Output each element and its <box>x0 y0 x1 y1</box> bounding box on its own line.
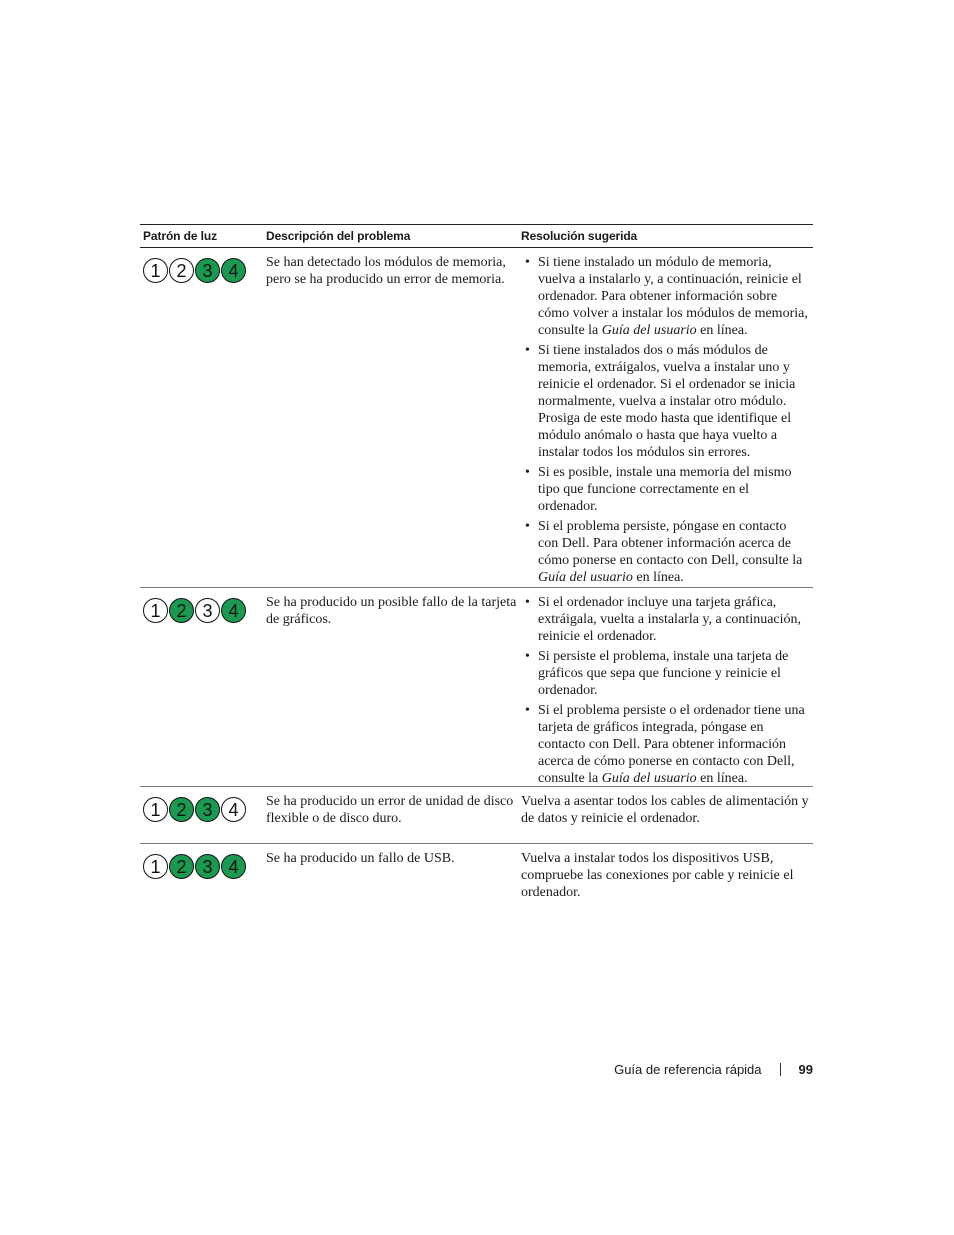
suggested-resolution: Vuelva a asentar todos los cables de alimentación y de datos y reinicie el ordenador. <box>521 794 809 826</box>
resolution-item: • Si tiene instalados dos o más módulos de memoria, extráigalos, vuelva a instalar uno y reinicie el ordenador. Si el ordenador se inicia normalmente, vuelva a instalar otro módulo. Prosiga de este modo hasta que identifique el módulo anómalo o hasta que haya vuelto a instalar todos los módulos sin errores. <box>521 342 809 461</box>
resolution-item: • Si el problema persiste, póngase en contacto con Dell. Para obtener información acerca de cómo ponerse en contacto con Dell, consulte la Guía del usuario en línea. <box>521 518 809 586</box>
table-row <box>140 588 813 787</box>
table-header <box>140 225 813 248</box>
led-4-icon: 4 <box>221 797 246 822</box>
header-suggested-resolution: Resolución sugerida <box>521 229 638 243</box>
led-2-icon: 2 <box>169 854 194 879</box>
led-1-icon: 1 <box>143 854 168 879</box>
table-row <box>140 248 813 588</box>
problem-description: Se ha producido un posible fallo de la tarjeta de gráficos. <box>266 595 517 627</box>
header-problem-description: Descripción del problema <box>266 229 411 243</box>
led-pattern <box>143 598 263 623</box>
diagnostic-lights-table <box>140 224 813 904</box>
led-pattern <box>143 854 263 879</box>
page-footer <box>614 1062 813 1077</box>
led-2-icon: 2 <box>169 598 194 623</box>
suggested-resolution <box>517 248 813 587</box>
led-1-icon: 1 <box>143 797 168 822</box>
footer-title: Guía de referencia rápida <box>614 1062 762 1077</box>
problem-description: Se ha producido un fallo de USB. <box>266 851 455 866</box>
led-1-icon: 1 <box>143 598 168 623</box>
led-3-icon: 3 <box>195 598 220 623</box>
led-4-icon: 4 <box>221 854 246 879</box>
suggested-resolution: Vuelva a instalar todos los dispositivos USB, compruebe las conexiones por cable y reinicie el ordenador. <box>521 851 794 900</box>
led-4-icon: 4 <box>221 258 246 283</box>
page-number: 99 <box>798 1062 813 1077</box>
resolution-item: • Si el ordenador incluye una tarjeta gráfica, extráigala, vuelta a instalarla y, a continuación, reinicie el ordenador. <box>521 594 809 645</box>
resolution-list <box>521 254 809 586</box>
problem-description: Se ha producido un error de unidad de disco flexible o de disco duro. <box>266 794 514 826</box>
resolution-item: • Si el problema persiste o el ordenador tiene una tarjeta de gráficos integrada, póngase en contacto con Dell. Para obtener información acerca de cómo ponerse en contacto con Dell, consulte la Guía del usuario en línea. <box>521 702 809 787</box>
led-4-icon: 4 <box>221 598 246 623</box>
table-row <box>140 844 813 904</box>
resolution-item: • Si es posible, instale una memoria del mismo tipo que funcione correctamente en el ordenador. <box>521 464 809 515</box>
header-light-pattern: Patrón de luz <box>143 229 218 243</box>
light-pattern-cell <box>140 588 263 786</box>
led-pattern <box>143 797 263 822</box>
light-pattern-cell <box>140 248 263 587</box>
led-3-icon: 3 <box>195 258 220 283</box>
resolution-item: • Si persiste el problema, instale una tarjeta de gráficos que sepa que funcione y reinicie el ordenador. <box>521 648 809 699</box>
table-row <box>140 787 813 844</box>
resolution-list <box>521 594 809 787</box>
led-2-icon: 2 <box>169 797 194 822</box>
light-pattern-cell <box>140 844 263 904</box>
problem-description: Se han detectado los módulos de memoria, pero se ha producido un error de memoria. <box>266 255 506 287</box>
led-3-icon: 3 <box>195 797 220 822</box>
light-pattern-cell <box>140 787 263 843</box>
led-2-icon: 2 <box>169 258 194 283</box>
led-1-icon: 1 <box>143 258 168 283</box>
resolution-item: • Si tiene instalado un módulo de memoria, vuelva a instalarlo y, a continuación, reinicie el ordenador. Para obtener información sobre cómo volver a instalar los módulos de memoria, consulte la Guía del usuario en línea. <box>521 254 809 339</box>
suggested-resolution <box>517 588 813 786</box>
footer-divider <box>780 1063 781 1076</box>
led-pattern <box>143 258 263 283</box>
led-3-icon: 3 <box>195 854 220 879</box>
